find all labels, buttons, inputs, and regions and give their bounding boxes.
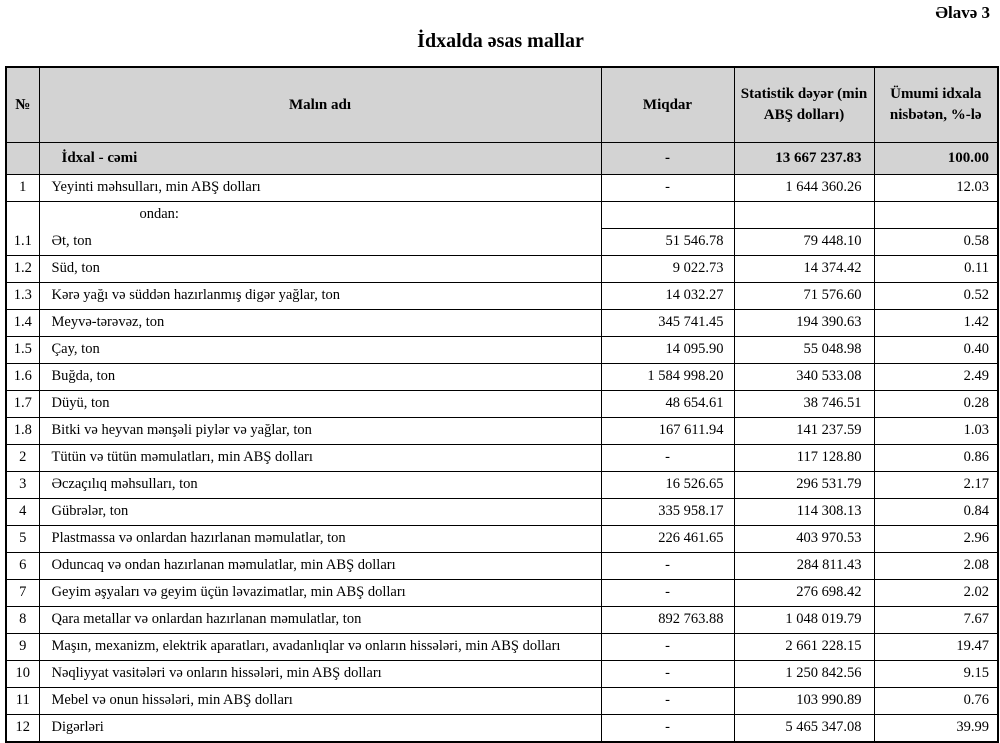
cell-no: 10 (6, 660, 39, 687)
cell-quantity: - (601, 444, 734, 471)
cell-share: 39.99 (874, 714, 998, 742)
cell-name: Düyü, ton (39, 390, 601, 417)
cell-name: Oduncaq və ondan hazırlanan məmulatlar, min ABŞ dolları (39, 552, 601, 579)
table-row (6, 174, 998, 201)
table-row (6, 498, 998, 525)
cell-quantity: - (601, 552, 734, 579)
table-row (6, 525, 998, 552)
cell-share: 0.84 (874, 498, 998, 525)
cell-no: 1.7 (6, 390, 39, 417)
cell-quantity: 9 022.73 (601, 255, 734, 282)
cell-name: Süd, ton (39, 255, 601, 282)
cell-no: 3 (6, 471, 39, 498)
cell-value: 2 661 228.15 (734, 633, 874, 660)
cell-quantity: 16 526.65 (601, 471, 734, 498)
cell-quantity: 345 741.45 (601, 309, 734, 336)
cell-quantity: 14 032.27 (601, 282, 734, 309)
col-header-quantity: Miqdar (601, 67, 734, 143)
cell-name: ondan: (39, 201, 601, 228)
table-row (6, 228, 998, 255)
cell-quantity: - (601, 174, 734, 201)
cell-value: 14 374.42 (734, 255, 874, 282)
table-row (6, 309, 998, 336)
appendix-label: Əlavə 3 (935, 3, 990, 22)
table-row (6, 606, 998, 633)
cell-name: Yeyinti məhsulları, min ABŞ dolları (39, 174, 601, 201)
cell-value: 13 667 237.83 (734, 142, 874, 174)
cell-quantity: - (601, 714, 734, 742)
table-row (6, 579, 998, 606)
col-header-name: Malın adı (39, 67, 601, 143)
cell-name: Bitki və heyvan mənşəli piylər və yağlar, ton (39, 417, 601, 444)
cell-quantity: 892 763.88 (601, 606, 734, 633)
cell-value (734, 201, 874, 228)
cell-no: 1 (6, 174, 39, 201)
imports-table (5, 66, 999, 743)
cell-quantity: 14 095.90 (601, 336, 734, 363)
cell-value: 340 533.08 (734, 363, 874, 390)
page-title: İdxalda əsas mallar (417, 29, 584, 52)
cell-no: 7 (6, 579, 39, 606)
cell-value: 114 308.13 (734, 498, 874, 525)
cell-share: 2.02 (874, 579, 998, 606)
cell-no: 1.6 (6, 363, 39, 390)
cell-share: 1.03 (874, 417, 998, 444)
cell-quantity: 48 654.61 (601, 390, 734, 417)
table-row (6, 390, 998, 417)
cell-no: 2 (6, 444, 39, 471)
table-body (6, 142, 998, 742)
cell-name: Kərə yağı və süddən hazırlanmış digər yağlar, ton (39, 282, 601, 309)
cell-share: 2.17 (874, 471, 998, 498)
cell-share: 1.42 (874, 309, 998, 336)
cell-quantity: - (601, 579, 734, 606)
cell-name: Nəqliyyat vasitələri və onların hissələri, min ABŞ dolları (39, 660, 601, 687)
cell-quantity: - (601, 633, 734, 660)
cell-quantity: 1 584 998.20 (601, 363, 734, 390)
cell-no (6, 201, 39, 228)
cell-name: Qara metallar və onlardan hazırlanan məmulatlar, ton (39, 606, 601, 633)
cell-name: İdxal - cəmi (39, 142, 601, 174)
cell-share: 12.03 (874, 174, 998, 201)
cell-name: Əczaçılıq məhsulları, ton (39, 471, 601, 498)
cell-no (6, 142, 39, 174)
cell-share: 100.00 (874, 142, 998, 174)
cell-name: Maşın, mexanizm, elektrik aparatları, avadanlıqlar və onların hissələri, min ABŞ dolları (39, 633, 601, 660)
cell-value: 79 448.10 (734, 228, 874, 255)
cell-value: 1 644 360.26 (734, 174, 874, 201)
cell-name: Ət, ton (39, 228, 601, 255)
cell-no: 1.2 (6, 255, 39, 282)
table-row (6, 282, 998, 309)
table-row (6, 687, 998, 714)
cell-value: 1 250 842.56 (734, 660, 874, 687)
cell-no: 12 (6, 714, 39, 742)
table-row (6, 444, 998, 471)
table-row (6, 255, 998, 282)
cell-no: 4 (6, 498, 39, 525)
table-row (6, 714, 998, 742)
cell-no: 8 (6, 606, 39, 633)
cell-no: 5 (6, 525, 39, 552)
cell-no: 1.5 (6, 336, 39, 363)
cell-share (874, 201, 998, 228)
cell-share: 2.49 (874, 363, 998, 390)
cell-value: 55 048.98 (734, 336, 874, 363)
cell-no: 1.8 (6, 417, 39, 444)
cell-quantity: 335 958.17 (601, 498, 734, 525)
cell-value: 5 465 347.08 (734, 714, 874, 742)
cell-value: 194 390.63 (734, 309, 874, 336)
cell-share: 0.28 (874, 390, 998, 417)
cell-no: 6 (6, 552, 39, 579)
cell-name: Gübrələr, ton (39, 498, 601, 525)
total-row (6, 142, 998, 174)
table-row (6, 336, 998, 363)
cell-quantity: - (601, 142, 734, 174)
cell-name: Buğda, ton (39, 363, 601, 390)
table-row (6, 417, 998, 444)
cell-value: 38 746.51 (734, 390, 874, 417)
cell-quantity: - (601, 660, 734, 687)
cell-share: 7.67 (874, 606, 998, 633)
table-row (6, 471, 998, 498)
cell-quantity: 167 611.94 (601, 417, 734, 444)
cell-name: Tütün və tütün məmulatları, min ABŞ dolları (39, 444, 601, 471)
cell-value: 403 970.53 (734, 525, 874, 552)
cell-share: 0.86 (874, 444, 998, 471)
cell-name: Geyim əşyaları və geyim üçün ləvazimatlar, min ABŞ dolları (39, 579, 601, 606)
cell-quantity: 51 546.78 (601, 228, 734, 255)
cell-value: 71 576.60 (734, 282, 874, 309)
cell-no: 1.4 (6, 309, 39, 336)
table-row (6, 633, 998, 660)
cell-quantity: 226 461.65 (601, 525, 734, 552)
cell-value: 1 048 019.79 (734, 606, 874, 633)
col-header-no: № (6, 67, 39, 143)
cell-no: 1.3 (6, 282, 39, 309)
cell-value: 103 990.89 (734, 687, 874, 714)
cell-value: 284 811.43 (734, 552, 874, 579)
col-header-share: Ümumi idxala nisbətən, %-lə (874, 67, 998, 143)
table-row (6, 660, 998, 687)
table-row (6, 363, 998, 390)
table-row (6, 552, 998, 579)
cell-value: 276 698.42 (734, 579, 874, 606)
table-header-row (6, 67, 998, 143)
cell-name: Çay, ton (39, 336, 601, 363)
cell-share: 9.15 (874, 660, 998, 687)
cell-quantity: - (601, 687, 734, 714)
cell-share: 0.58 (874, 228, 998, 255)
cell-share: 19.47 (874, 633, 998, 660)
cell-no: 9 (6, 633, 39, 660)
cell-share: 0.11 (874, 255, 998, 282)
cell-name: Plastmassa və onlardan hazırlanan məmulatlar, ton (39, 525, 601, 552)
cell-share: 0.76 (874, 687, 998, 714)
cell-value: 117 128.80 (734, 444, 874, 471)
cell-value: 296 531.79 (734, 471, 874, 498)
cell-value: 141 237.59 (734, 417, 874, 444)
cell-name: Meyvə-tərəvəz, ton (39, 309, 601, 336)
cell-share: 2.08 (874, 552, 998, 579)
table-row (6, 201, 998, 228)
cell-quantity (601, 201, 734, 228)
cell-name: Mebel və onun hissələri, min ABŞ dolları (39, 687, 601, 714)
cell-share: 0.40 (874, 336, 998, 363)
cell-share: 2.96 (874, 525, 998, 552)
cell-no: 1.1 (6, 228, 39, 255)
cell-share: 0.52 (874, 282, 998, 309)
cell-name: Digərləri (39, 714, 601, 742)
col-header-value: Statistik dəyər (min ABŞ dolları) (734, 67, 874, 143)
cell-no: 11 (6, 687, 39, 714)
